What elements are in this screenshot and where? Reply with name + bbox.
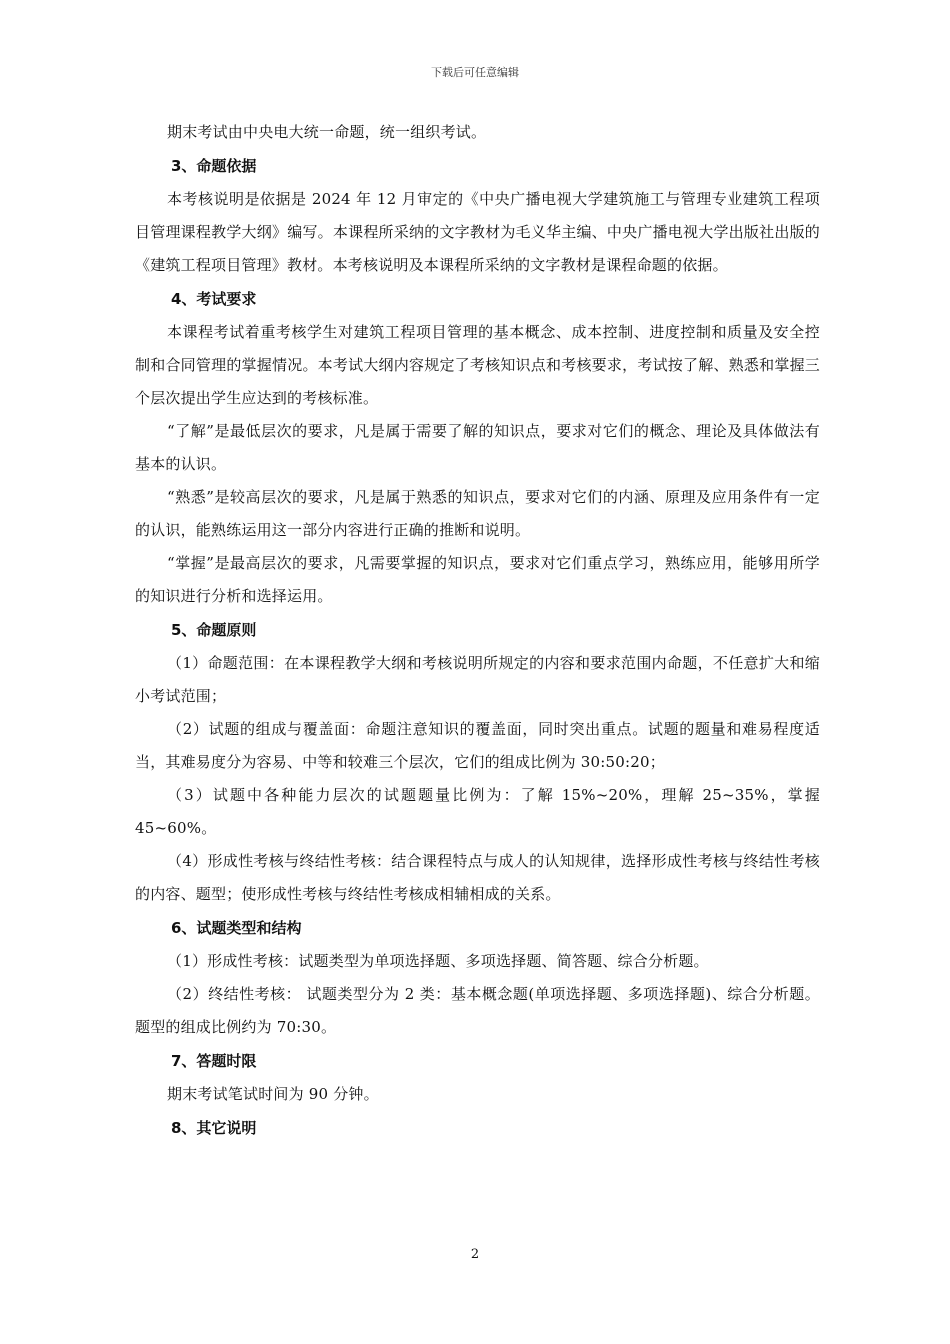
paragraph: “掌握”是最高层次的要求，凡需要掌握的知识点，要求对它们重点学习，熟练应用，能够用所学的知识进行分析和选择运用。 bbox=[135, 554, 820, 605]
paragraph: 本考核说明是依据是 2024 年 12 月审定的《中央广播电视大学建筑施工与管理专业建筑工程项目管理课程教学大纲》编写。本课程所采纳的文字教材为毛义华主编、中央广播电视大学出版社出版的《建筑工程项目管理》教材。本考核说明及本课程所采纳的文字教材是课程命题的依据。 bbox=[135, 190, 820, 274]
paragraph: （3）试题中各种能力层次的试题题量比例为：了解 15%~20%，理解 25~35%，掌握45~60%。 bbox=[135, 786, 820, 837]
paragraph: “了解”是最低层次的要求，凡是属于需要了解的知识点，要求对它们的概念、理论及具体做法有基本的认识。 bbox=[135, 422, 820, 473]
section-heading: 5、命题原则 bbox=[171, 621, 257, 639]
section-heading: 4、考试要求 bbox=[171, 290, 257, 308]
section-heading: 3、命题依据 bbox=[171, 157, 257, 175]
paragraph: （1）命题范围：在本课程教学大纲和考核说明所规定的内容和要求范围内命题，不任意扩大和缩小考试范围； bbox=[135, 654, 820, 705]
paragraph: “熟悉”是较高层次的要求，凡是属于熟悉的知识点，要求对它们的内涵、原理及应用条件有一定的认识，能熟练运用这一部分内容进行正确的推断和说明。 bbox=[135, 488, 820, 539]
section-heading: 7、答题时限 bbox=[171, 1052, 257, 1070]
document-body bbox=[135, 116, 820, 1145]
paragraph: （2）试题的组成与覆盖面：命题注意知识的覆盖面，同时突出重点。试题的题量和难易程度适当，其难易度分为容易、中等和较难三个层次，它们的组成比例为 30:50:20； bbox=[135, 720, 820, 771]
page-number: 2 bbox=[470, 1247, 480, 1262]
paragraph: 本课程考试着重考核学生对建筑工程项目管理的基本概念、成本控制、进度控制和质量及安全控制和合同管理的掌握情况。本考试大纲内容规定了考核知识点和考核要求，考试按了解、熟悉和掌握三个层次提出学生应达到的考核标准。 bbox=[135, 323, 820, 407]
page-header: 下载后可任意编辑 bbox=[431, 66, 519, 79]
section-heading: 6、试题类型和结构 bbox=[171, 919, 302, 937]
paragraph: （4）形成性考核与终结性考核：结合课程特点与成人的认知规律，选择形成性考核与终结性考核的内容、题型；使形成性考核与终结性考核成相辅相成的关系。 bbox=[135, 852, 820, 903]
paragraph: （2）终结性考核： 试题类型分为 2 类：基本概念题(单项选择题、多项选择题)、综合分析题。题型的组成比例约为 70:30。 bbox=[135, 985, 820, 1036]
paragraph: 期末考试笔试时间为 90 分钟。 bbox=[167, 1085, 379, 1103]
paragraph: （1）形成性考核：试题类型为单项选择题、多项选择题、简答题、综合分析题。 bbox=[167, 952, 709, 970]
section-heading: 8、其它说明 bbox=[171, 1119, 257, 1137]
paragraph: 期末考试由中央电大统一命题，统一组织考试。 bbox=[167, 123, 487, 141]
